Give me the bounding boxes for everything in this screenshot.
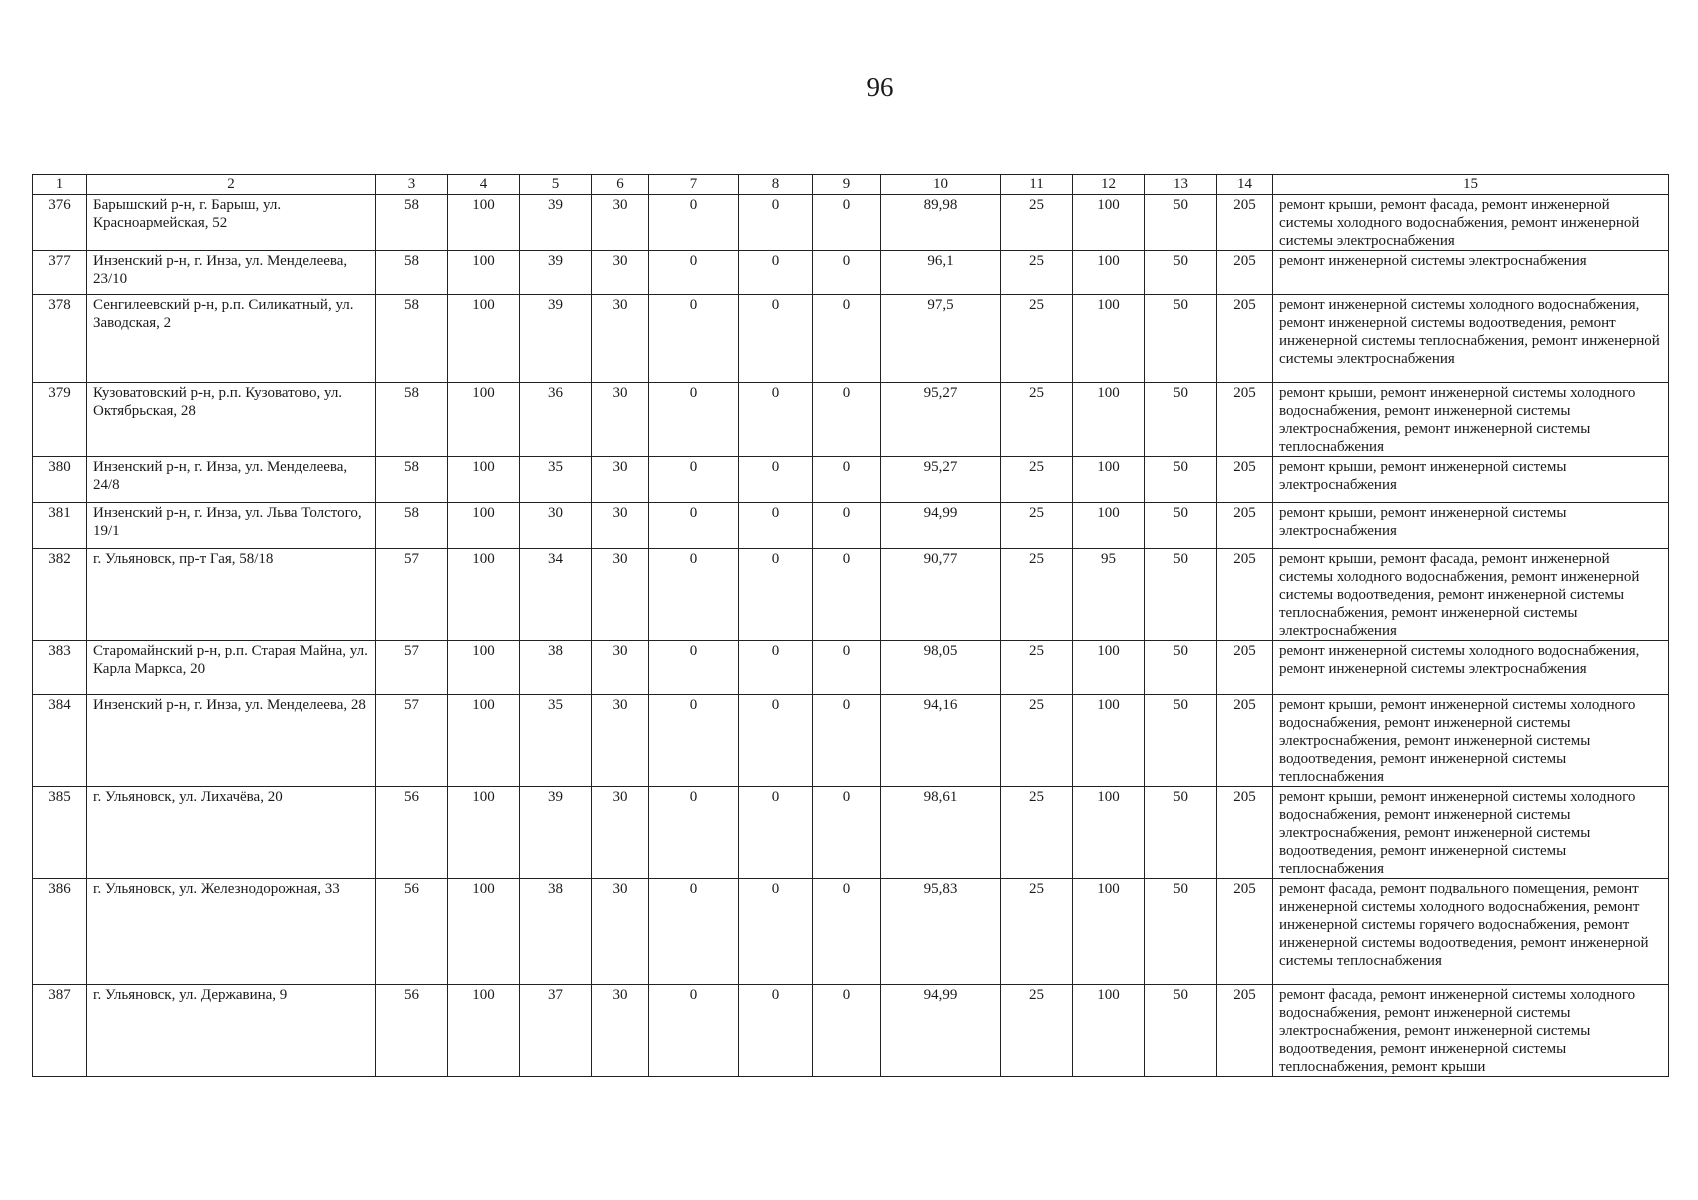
value-cell-col-6: 30	[592, 295, 649, 383]
value-cell-col-11: 25	[1001, 503, 1073, 549]
value-cell-col-3: 56	[376, 985, 448, 1077]
value-cell-col-13: 50	[1145, 641, 1217, 695]
works-cell: ремонт фасада, ремонт подвального помещения, ремонт инженерной системы холодного водоснабжения, ремонт инженерной системы горячего водоснабжения, ремонт инженерной системы водоотведения, ремонт инженерной системы теплоснабжения	[1273, 879, 1669, 985]
value-cell-col-6: 30	[592, 641, 649, 695]
value-cell-col-7: 0	[649, 641, 739, 695]
works-cell: ремонт инженерной системы холодного водоснабжения, ремонт инженерной системы электроснабжения	[1273, 641, 1669, 695]
address-cell: г. Ульяновск, пр-т Гая, 58/18	[87, 549, 376, 641]
value-cell-col-10: 98,05	[881, 641, 1001, 695]
value-cell-col-7: 0	[649, 457, 739, 503]
value-cell-col-14: 205	[1217, 295, 1273, 383]
row-number-cell: 386	[33, 879, 87, 985]
value-cell-col-7: 0	[649, 695, 739, 787]
value-cell-col-14: 205	[1217, 879, 1273, 985]
value-cell-col-9: 0	[813, 457, 881, 503]
value-cell-col-13: 50	[1145, 985, 1217, 1077]
value-cell-col-9: 0	[813, 695, 881, 787]
value-cell-col-9: 0	[813, 383, 881, 457]
value-cell-col-6: 30	[592, 787, 649, 879]
value-cell-col-7: 0	[649, 503, 739, 549]
address-cell: г. Ульяновск, ул. Железнодорожная, 33	[87, 879, 376, 985]
value-cell-col-13: 50	[1145, 549, 1217, 641]
address-cell: Инзенский р-н, г. Инза, ул. Менделеева, 23/10	[87, 251, 376, 295]
column-header-4: 4	[448, 175, 520, 195]
column-header-12: 12	[1073, 175, 1145, 195]
column-header-3: 3	[376, 175, 448, 195]
value-cell-col-10: 94,99	[881, 985, 1001, 1077]
value-cell-col-12: 100	[1073, 787, 1145, 879]
value-cell-col-14: 205	[1217, 787, 1273, 879]
value-cell-col-9: 0	[813, 251, 881, 295]
value-cell-col-9: 0	[813, 503, 881, 549]
row-number-cell: 385	[33, 787, 87, 879]
table-header	[33, 175, 1669, 195]
value-cell-col-11: 25	[1001, 195, 1073, 251]
value-cell-col-3: 58	[376, 295, 448, 383]
works-cell: ремонт крыши, ремонт инженерной системы холодного водоснабжения, ремонт инженерной системы электроснабжения, ремонт инженерной системы водоотведения, ремонт инженерной системы теплоснабжения	[1273, 787, 1669, 879]
value-cell-col-12: 100	[1073, 295, 1145, 383]
value-cell-col-13: 50	[1145, 695, 1217, 787]
works-cell: ремонт крыши, ремонт инженерной системы электроснабжения	[1273, 503, 1669, 549]
value-cell-col-3: 58	[376, 383, 448, 457]
table-row	[33, 251, 1669, 295]
value-cell-col-5: 36	[520, 383, 592, 457]
value-cell-col-7: 0	[649, 251, 739, 295]
value-cell-col-14: 205	[1217, 985, 1273, 1077]
address-cell: Старомайнский р-н, р.п. Старая Майна, ул. Карла Маркса, 20	[87, 641, 376, 695]
value-cell-col-8: 0	[739, 251, 813, 295]
value-cell-col-14: 205	[1217, 457, 1273, 503]
column-header-5: 5	[520, 175, 592, 195]
page-number: 96	[866, 72, 894, 102]
value-cell-col-6: 30	[592, 695, 649, 787]
address-cell: г. Ульяновск, ул. Державина, 9	[87, 985, 376, 1077]
row-number-cell: 383	[33, 641, 87, 695]
value-cell-col-4: 100	[448, 295, 520, 383]
value-cell-col-13: 50	[1145, 503, 1217, 549]
value-cell-col-14: 205	[1217, 695, 1273, 787]
value-cell-col-4: 100	[448, 549, 520, 641]
column-header-7: 7	[649, 175, 739, 195]
value-cell-col-8: 0	[739, 641, 813, 695]
value-cell-col-4: 100	[448, 457, 520, 503]
value-cell-col-5: 39	[520, 787, 592, 879]
value-cell-col-8: 0	[739, 549, 813, 641]
value-cell-col-11: 25	[1001, 879, 1073, 985]
value-cell-col-11: 25	[1001, 251, 1073, 295]
value-cell-col-6: 30	[592, 251, 649, 295]
table-row	[33, 641, 1669, 695]
value-cell-col-8: 0	[739, 457, 813, 503]
works-cell: ремонт крыши, ремонт фасада, ремонт инженерной системы холодного водоснабжения, ремонт инженерной системы водоотведения, ремонт инженерной системы теплоснабжения, ремонт инженерной системы электроснабжения	[1273, 549, 1669, 641]
value-cell-col-4: 100	[448, 383, 520, 457]
repair-program-table	[32, 174, 1669, 1077]
value-cell-col-11: 25	[1001, 295, 1073, 383]
value-cell-col-3: 56	[376, 787, 448, 879]
value-cell-col-12: 100	[1073, 641, 1145, 695]
value-cell-col-10: 95,83	[881, 879, 1001, 985]
address-cell: Инзенский р-н, г. Инза, ул. Менделеева, 28	[87, 695, 376, 787]
value-cell-col-14: 205	[1217, 641, 1273, 695]
column-header-6: 6	[592, 175, 649, 195]
address-cell: Инзенский р-н, г. Инза, ул. Менделеева, 24/8	[87, 457, 376, 503]
value-cell-col-12: 100	[1073, 251, 1145, 295]
value-cell-col-3: 57	[376, 641, 448, 695]
value-cell-col-8: 0	[739, 985, 813, 1077]
value-cell-col-5: 37	[520, 985, 592, 1077]
value-cell-col-11: 25	[1001, 641, 1073, 695]
row-number-cell: 382	[33, 549, 87, 641]
value-cell-col-5: 39	[520, 195, 592, 251]
row-number-cell: 378	[33, 295, 87, 383]
column-header-9: 9	[813, 175, 881, 195]
works-cell: ремонт крыши, ремонт фасада, ремонт инженерной системы холодного водоснабжения, ремонт инженерной системы электроснабжения	[1273, 195, 1669, 251]
address-cell: Инзенский р-н, г. Инза, ул. Льва Толстого, 19/1	[87, 503, 376, 549]
value-cell-col-11: 25	[1001, 457, 1073, 503]
value-cell-col-11: 25	[1001, 985, 1073, 1077]
value-cell-col-9: 0	[813, 295, 881, 383]
table-row	[33, 787, 1669, 879]
value-cell-col-10: 95,27	[881, 383, 1001, 457]
column-header-8: 8	[739, 175, 813, 195]
value-cell-col-7: 0	[649, 787, 739, 879]
value-cell-col-8: 0	[739, 503, 813, 549]
value-cell-col-3: 56	[376, 879, 448, 985]
works-cell: ремонт инженерной системы электроснабжения	[1273, 251, 1669, 295]
table-row	[33, 695, 1669, 787]
column-header-1: 1	[33, 175, 87, 195]
value-cell-col-4: 100	[448, 787, 520, 879]
column-header-11: 11	[1001, 175, 1073, 195]
table-row	[33, 457, 1669, 503]
value-cell-col-7: 0	[649, 985, 739, 1077]
value-cell-col-9: 0	[813, 641, 881, 695]
table-row	[33, 195, 1669, 251]
value-cell-col-6: 30	[592, 457, 649, 503]
repair-program-table-container	[32, 174, 1668, 1077]
value-cell-col-10: 96,1	[881, 251, 1001, 295]
value-cell-col-5: 34	[520, 549, 592, 641]
table-row	[33, 549, 1669, 641]
value-cell-col-13: 50	[1145, 295, 1217, 383]
address-cell: Сенгилеевский р-н, р.п. Силикатный, ул. Заводская, 2	[87, 295, 376, 383]
value-cell-col-10: 89,98	[881, 195, 1001, 251]
works-cell: ремонт крыши, ремонт инженерной системы холодного водоснабжения, ремонт инженерной системы электроснабжения, ремонт инженерной системы водоотведения, ремонт инженерной системы теплоснабжения	[1273, 695, 1669, 787]
value-cell-col-4: 100	[448, 503, 520, 549]
value-cell-col-6: 30	[592, 383, 649, 457]
value-cell-col-4: 100	[448, 251, 520, 295]
value-cell-col-3: 57	[376, 549, 448, 641]
value-cell-col-4: 100	[448, 695, 520, 787]
value-cell-col-10: 97,5	[881, 295, 1001, 383]
value-cell-col-8: 0	[739, 879, 813, 985]
table-row	[33, 985, 1669, 1077]
row-number-cell: 381	[33, 503, 87, 549]
value-cell-col-11: 25	[1001, 695, 1073, 787]
value-cell-col-14: 205	[1217, 383, 1273, 457]
value-cell-col-10: 90,77	[881, 549, 1001, 641]
value-cell-col-4: 100	[448, 879, 520, 985]
value-cell-col-7: 0	[649, 549, 739, 641]
value-cell-col-7: 0	[649, 195, 739, 251]
address-cell: Барышский р-н, г. Барыш, ул. Красноармейская, 52	[87, 195, 376, 251]
value-cell-col-5: 38	[520, 641, 592, 695]
works-cell: ремонт крыши, ремонт инженерной системы электроснабжения	[1273, 457, 1669, 503]
value-cell-col-4: 100	[448, 195, 520, 251]
value-cell-col-12: 100	[1073, 879, 1145, 985]
value-cell-col-14: 205	[1217, 251, 1273, 295]
value-cell-col-5: 35	[520, 695, 592, 787]
value-cell-col-8: 0	[739, 383, 813, 457]
address-cell: Кузоватовский р-н, р.п. Кузоватово, ул. Октябрьская, 28	[87, 383, 376, 457]
value-cell-col-10: 98,61	[881, 787, 1001, 879]
value-cell-col-7: 0	[649, 879, 739, 985]
value-cell-col-5: 38	[520, 879, 592, 985]
value-cell-col-13: 50	[1145, 251, 1217, 295]
value-cell-col-8: 0	[739, 195, 813, 251]
value-cell-col-9: 0	[813, 549, 881, 641]
row-number-cell: 379	[33, 383, 87, 457]
row-number-cell: 377	[33, 251, 87, 295]
value-cell-col-7: 0	[649, 295, 739, 383]
value-cell-col-8: 0	[739, 695, 813, 787]
value-cell-col-6: 30	[592, 549, 649, 641]
value-cell-col-13: 50	[1145, 787, 1217, 879]
value-cell-col-10: 94,16	[881, 695, 1001, 787]
value-cell-col-6: 30	[592, 503, 649, 549]
works-cell: ремонт фасада, ремонт инженерной системы холодного водоснабжения, ремонт инженерной системы электроснабжения, ремонт инженерной системы водоотведения, ремонт инженерной системы теплоснабжения, ремонт крыши	[1273, 985, 1669, 1077]
row-number-cell: 380	[33, 457, 87, 503]
value-cell-col-3: 58	[376, 251, 448, 295]
column-header-15: 15	[1273, 175, 1669, 195]
value-cell-col-13: 50	[1145, 383, 1217, 457]
value-cell-col-11: 25	[1001, 383, 1073, 457]
value-cell-col-12: 100	[1073, 985, 1145, 1077]
value-cell-col-12: 100	[1073, 503, 1145, 549]
value-cell-col-12: 100	[1073, 195, 1145, 251]
value-cell-col-5: 39	[520, 251, 592, 295]
value-cell-col-10: 94,99	[881, 503, 1001, 549]
value-cell-col-4: 100	[448, 985, 520, 1077]
value-cell-col-11: 25	[1001, 549, 1073, 641]
value-cell-col-5: 30	[520, 503, 592, 549]
table-row	[33, 383, 1669, 457]
table-row	[33, 295, 1669, 383]
column-header-2: 2	[87, 175, 376, 195]
value-cell-col-9: 0	[813, 985, 881, 1077]
value-cell-col-5: 39	[520, 295, 592, 383]
value-cell-col-3: 57	[376, 695, 448, 787]
row-number-cell: 384	[33, 695, 87, 787]
value-cell-col-9: 0	[813, 879, 881, 985]
value-cell-col-14: 205	[1217, 549, 1273, 641]
value-cell-col-13: 50	[1145, 457, 1217, 503]
value-cell-col-14: 205	[1217, 503, 1273, 549]
value-cell-col-10: 95,27	[881, 457, 1001, 503]
value-cell-col-5: 35	[520, 457, 592, 503]
value-cell-col-7: 0	[649, 383, 739, 457]
value-cell-col-3: 58	[376, 195, 448, 251]
column-header-14: 14	[1217, 175, 1273, 195]
value-cell-col-12: 100	[1073, 383, 1145, 457]
value-cell-col-12: 95	[1073, 549, 1145, 641]
value-cell-col-14: 205	[1217, 195, 1273, 251]
value-cell-col-9: 0	[813, 787, 881, 879]
table-body	[33, 195, 1669, 1077]
works-cell: ремонт крыши, ремонт инженерной системы холодного водоснабжения, ремонт инженерной системы электроснабжения, ремонт инженерной системы теплоснабжения	[1273, 383, 1669, 457]
value-cell-col-13: 50	[1145, 195, 1217, 251]
value-cell-col-9: 0	[813, 195, 881, 251]
value-cell-col-4: 100	[448, 641, 520, 695]
value-cell-col-8: 0	[739, 787, 813, 879]
column-header-13: 13	[1145, 175, 1217, 195]
value-cell-col-8: 0	[739, 295, 813, 383]
value-cell-col-6: 30	[592, 195, 649, 251]
header-row	[33, 175, 1669, 195]
value-cell-col-13: 50	[1145, 879, 1217, 985]
table-row	[33, 503, 1669, 549]
table-row	[33, 879, 1669, 985]
value-cell-col-11: 25	[1001, 787, 1073, 879]
value-cell-col-12: 100	[1073, 457, 1145, 503]
value-cell-col-12: 100	[1073, 695, 1145, 787]
value-cell-col-3: 58	[376, 503, 448, 549]
value-cell-col-6: 30	[592, 879, 649, 985]
column-header-10: 10	[881, 175, 1001, 195]
value-cell-col-3: 58	[376, 457, 448, 503]
address-cell: г. Ульяновск, ул. Лихачёва, 20	[87, 787, 376, 879]
value-cell-col-6: 30	[592, 985, 649, 1077]
row-number-cell: 387	[33, 985, 87, 1077]
row-number-cell: 376	[33, 195, 87, 251]
works-cell: ремонт инженерной системы холодного водоснабжения, ремонт инженерной системы водоотведения, ремонт инженерной системы теплоснабжения, ремонт инженерной системы электроснабжения	[1273, 295, 1669, 383]
